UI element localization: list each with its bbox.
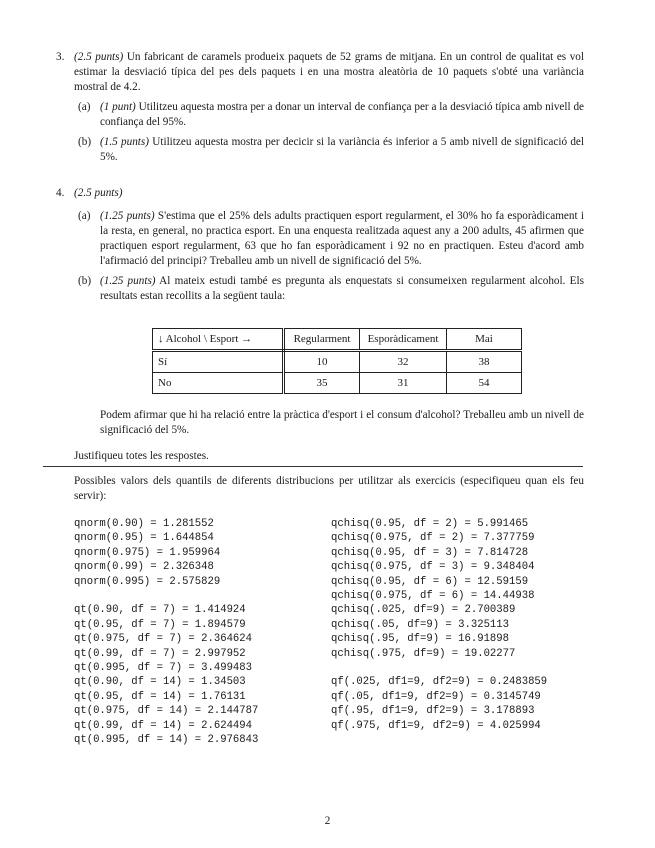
problem-statement (74, 50, 584, 95)
quantile-line: qchisq(0.95, df = 3) = 7.814728 (331, 546, 529, 559)
quantile-line: qnorm(0.995) = 2.575829 (74, 575, 221, 588)
group-spacer (74, 589, 258, 603)
part-text: Utilitzeu aquesta mostra per a donar un interval de confiança per a la desviació típica amb nivell de confiança del 95%. (100, 101, 585, 128)
quantile-line: qnorm(0.90) = 1.281552 (74, 518, 214, 530)
quantile-line: qchisq(0.975, df = 3) = 9.348404 (331, 561, 535, 574)
table-cell: 35 (284, 373, 360, 394)
quantile-line: qchisq(0.975, df = 2) = 7.377759 (331, 532, 535, 545)
quantile-line: qnorm(0.95) = 1.644854 (74, 532, 214, 545)
part-label: (b) (78, 275, 92, 287)
table-corner: ↓ Alcohol \ Esport → (153, 329, 284, 351)
quantile-line: qt(0.975, df = 14) = 2.144787 (74, 705, 259, 718)
row-label: Sí (153, 351, 284, 373)
quantile-line: qf(.95, df1=9, df2=9) = 3.178893 (331, 705, 535, 718)
table-row (153, 373, 522, 394)
part-a (74, 209, 584, 269)
problem-3 (56, 50, 584, 165)
quantile-line: qt(0.99, df = 7) = 2.997952 (74, 647, 246, 660)
quantile-line: qt(0.995, df = 7) = 3.499483 (74, 662, 253, 675)
quantile-line: qt(0.95, df = 7) = 1.894579 (74, 618, 246, 631)
part-label: (b) (78, 136, 92, 148)
quantile-line: qchisq(.95, df=9) = 16.91898 (331, 633, 510, 646)
quantile-line: qt(0.90, df = 14) = 1.34503 (74, 676, 246, 689)
problem-number: 3. (56, 51, 65, 63)
quantile-line: qt(0.975, df = 7) = 2.364624 (74, 633, 253, 646)
quantile-line: qchisq(0.95, df = 6) = 12.59159 (331, 575, 529, 588)
row-label: No (153, 373, 284, 394)
justify-note: Justifiqueu totes les respostes. (74, 450, 209, 462)
quantiles-right-column (331, 517, 547, 733)
part-label: (a) (78, 210, 91, 222)
quantile-line: qchisq(.975, df=9) = 19.02277 (331, 647, 516, 660)
part-b (74, 274, 584, 304)
problem-4 (56, 186, 584, 304)
table-cell: 32 (360, 351, 447, 373)
statement-text: Un fabricant de caramels produeix paquets de 52 grams de mitjana. En un control de qualitat es vol estimar la desviació típica del pes dels paquets i en una mostra aleatòria de 10 paquets s'obté una variància mostral de 4.2. (74, 51, 585, 93)
points-label: (1.25 punts) (100, 210, 155, 222)
table-cell: 10 (284, 351, 360, 373)
quantile-line: qf(.975, df1=9, df2=9) = 4.025994 (331, 719, 541, 732)
problem-number: 4. (56, 187, 65, 199)
quantile-line: qt(0.95, df = 14) = 1.76131 (74, 690, 246, 703)
quantile-line: qt(0.90, df = 7) = 1.414924 (74, 604, 246, 617)
quantile-line: qnorm(0.99) = 2.326348 (74, 561, 214, 574)
table-question: Podem afirmar que hi ha relació entre la pràctica d'esport i el consum d'alcohol? Treballeu amb un nivell de significació del 5%. (100, 409, 584, 436)
column-header: Esporàdicament (360, 329, 447, 351)
column-header: Mai (447, 329, 522, 351)
quantiles-left-column (74, 517, 258, 747)
table-cell: 31 (360, 373, 447, 394)
table-row (153, 351, 522, 373)
part-label: (a) (78, 101, 91, 113)
table-cell: 54 (447, 373, 522, 394)
table-header-row (153, 329, 522, 351)
column-header: Regularment (284, 329, 360, 351)
points-label: (1.5 punts) (100, 136, 149, 148)
quantile-line: qchisq(0.975, df = 6) = 14.44938 (331, 590, 535, 603)
quantile-line: qf(.05, df1=9, df2=9) = 0.3145749 (331, 690, 541, 703)
points-label: (1 punt) (100, 101, 136, 113)
divider (43, 466, 583, 467)
quantile-line: qt(0.995, df = 14) = 2.976843 (74, 734, 259, 747)
part-a (74, 100, 584, 130)
points-label: (2.5 punts) (74, 187, 123, 199)
quantile-line: qf(.025, df1=9, df2=9) = 0.2483859 (331, 676, 548, 689)
quantile-line: qchisq(.05, df=9) = 3.325113 (331, 618, 510, 631)
quantile-line: qt(0.99, df = 14) = 2.624494 (74, 719, 253, 732)
points-label: (2.5 punts) (74, 51, 124, 63)
points-label: (1.25 punts) (100, 275, 156, 287)
table-cell: 38 (447, 351, 522, 373)
quantiles-intro: Possibles valors dels quantils de diferents distribucions per utilitzar als exercicis (especifiqueu quan els feu servir): (74, 475, 584, 502)
quantile-line: qchisq(0.95, df = 2) = 5.991465 (331, 518, 529, 530)
quantile-line: qchisq(.025, df=9) = 2.700389 (331, 604, 516, 617)
contingency-table (152, 328, 522, 394)
quantile-line: qnorm(0.975) = 1.959964 (74, 546, 221, 559)
part-text: S'estima que el 25% dels adults practiquen esport regularment, el 30% ho fa esporàdicament i la resta, en general, no practica esport. En una enquesta realitzada aquest any a 200 adults, 45 afirmen que practiquen esport regularment, 63 que ho fan esporàdicament i 92 no en practiquen. Esteu d'acord amb l'afirmació del principi? Treballeu amb un nivell de significació del 5%. (100, 210, 584, 267)
group-spacer (331, 661, 547, 675)
part-text: Utilitzeu aquesta mostra per decicir si la variància és inferior a 5 amb nivell de significació del 5%. (100, 136, 584, 163)
part-text: Al mateix estudi també es pregunta als enquestats si consumeixen regularment alcohol. Els resultats estan recollits a la següent taula: (100, 275, 584, 302)
page-number: 2 (324, 815, 331, 827)
part-b (74, 135, 584, 165)
